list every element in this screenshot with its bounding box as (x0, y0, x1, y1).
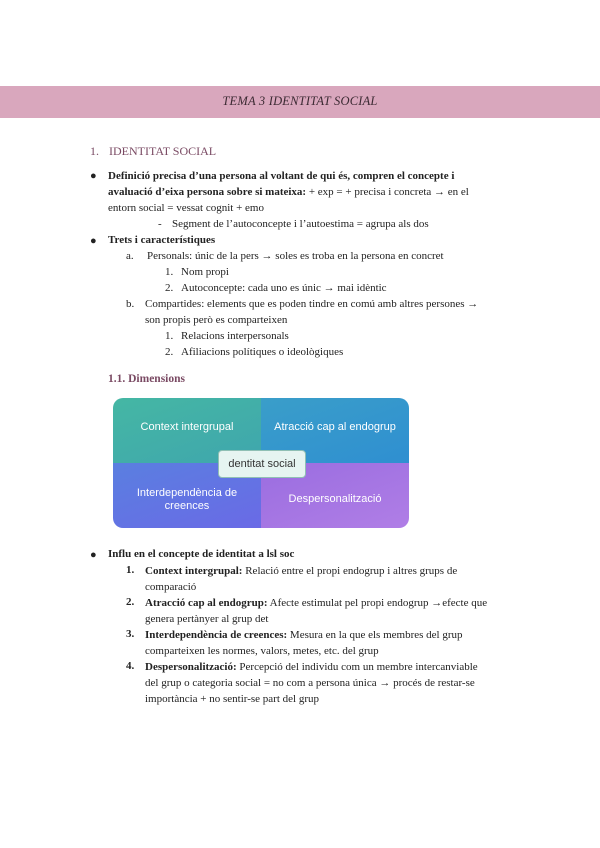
influence-item-4-text: Percepció del individu com un membre intercanviable (236, 661, 478, 673)
influence-item-1 (145, 563, 545, 595)
diagram-center-label: dentitat social (218, 450, 306, 478)
list-number: 3. (126, 628, 135, 640)
definition-rest-2: + exp = + precisa i concreta → en el (306, 186, 469, 198)
influence-item-4-line-2: del grup o categoria social = no com a persona única → procés de restar-se (145, 677, 475, 689)
diagram-quadrant-depersonalization: Despersonalització (261, 463, 409, 528)
traits-personal-item-2: Autoconcepte: cada uno es únic → mai idèntic (181, 282, 387, 294)
influence-item-1-line-2: comparació (145, 581, 197, 593)
list-label-a: a. (126, 250, 134, 262)
list-number: 1. (165, 266, 174, 278)
diagram-q3-line-2: creences (164, 499, 210, 512)
list-number: 1. (165, 330, 174, 342)
section-number: 1. (90, 144, 99, 158)
traits-shared-line-2: son propis però es comparteixen (145, 314, 288, 326)
section-title: IDENTITAT SOCIAL (109, 144, 217, 158)
section-heading (90, 144, 216, 159)
list-number: 2. (126, 596, 135, 608)
influence-item-2-line-2: genera pertànyer al grup det (145, 613, 269, 625)
definition-paragraph (108, 168, 528, 216)
list-number: 2. (165, 282, 174, 294)
influence-item-4-line-3: importància + no sentir-se part del grup (145, 693, 319, 705)
traits-personal: Personals: únic de la pers → soles es troba en la persona en concret (147, 250, 444, 262)
traits-personal-item-1: Nom propi (181, 266, 229, 278)
list-number: 2. (165, 346, 174, 358)
influence-item-4 (145, 659, 545, 707)
bullet-icon: ● (90, 235, 97, 247)
definition-line-3: entorn social = vessat cognit + emo (108, 202, 264, 214)
influence-item-3 (145, 627, 545, 659)
page-title: TEMA 3 IDENTITAT SOCIAL (222, 94, 378, 108)
diagram-q3-line-1: Interdependència de (136, 486, 238, 499)
dash-icon: - (158, 218, 162, 230)
influence-item-2-bold: Atracció cap al endogrup: (145, 597, 268, 609)
list-label-b: b. (126, 298, 135, 310)
bullet-icon: ● (90, 170, 97, 182)
influence-item-3-text: Mesura en la que els membres del grup (287, 629, 463, 641)
definition-bold-1: Definició precisa d’una persona al voltant de qui és, compren el concepte i (108, 170, 455, 182)
list-number: 4. (126, 660, 135, 672)
influence-item-4-bold: Despersonalització: (145, 661, 237, 673)
influence-title: Influ en el concepte de identitat a lsl soc (108, 548, 295, 560)
traits-shared-item-2: Afiliacions polítiques o ideològiques (181, 346, 344, 358)
list-number: 1. (126, 564, 135, 576)
traits-title: Trets i característiques (108, 234, 216, 246)
subsection-heading: 1.1. Dimensions (108, 373, 185, 385)
influence-item-2 (145, 595, 545, 627)
influence-item-1-text: Relació entre el propi endogrup i altres grups de (242, 565, 458, 577)
influence-item-1-bold: Context intergrupal: (145, 565, 243, 577)
influence-item-2-text: Afecte estimulat pel propi endogrup →efecte que (267, 597, 488, 609)
diagram-quadrant-attraction: Atracció cap al endogrup (261, 398, 409, 463)
diagram-quadrant-context: Context intergrupal (113, 398, 261, 463)
influence-item-3-line-2: comparteixen les normes, valors, metes, etc. del grup (145, 645, 379, 657)
influence-item-3-bold: Interdependència de creences: (145, 629, 288, 641)
traits-shared-item-1: Relacions interpersonals (181, 330, 289, 342)
definition-bold-2: avaluació d’eixa persona sobre si mateixa: (108, 186, 307, 198)
definition-dash-item: Segment de l’autoconcepte i l’autoestima = agrupa als dos (172, 218, 429, 230)
traits-shared-line-1: Compartides: elements que es poden tindre en comú amb altres persones → (145, 298, 479, 310)
bullet-icon: ● (90, 549, 97, 561)
